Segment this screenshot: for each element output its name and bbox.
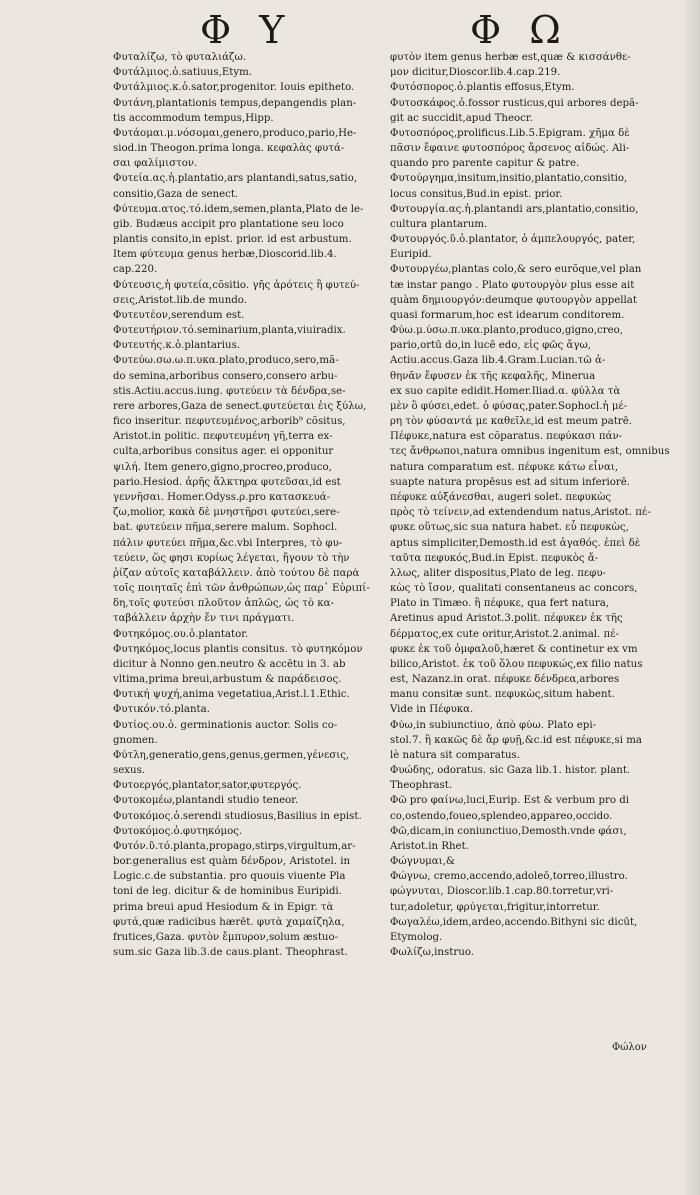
text-line: ῥίζαν αὐτοῖς καταβάλλειν. ἀπὸ τούτου δὲ παρὰ	[113, 567, 360, 579]
text-line: Φύω.μ.ύσω.π.υκα.planto,produco,gigno,creo,	[390, 325, 624, 337]
left-column	[113, 50, 398, 960]
text-line: Φυτάομαι.μ.νόσομαι,genero,produco,pario,He-	[113, 127, 357, 139]
text-line: Euripid.	[390, 249, 432, 261]
text-line: τοῖς ποιηταῖς ἐπὶ τῶν ἀνθρώπων,ὡς παρ᾽ Εὐριπί-	[113, 583, 370, 595]
text-line: vltima,prima breui,arbustum & παράδεισος.	[113, 674, 342, 686]
text-line: πέφυκε αὐξάνεσθαι, augeri solet. πεφυκὼς	[390, 491, 612, 503]
text-line: σεις,Aristot.lib.de mundo.	[113, 294, 248, 306]
text-line: do semina,arboribus consero,consero arbu-	[113, 370, 338, 382]
running-head-left: Φ Υ	[200, 8, 293, 52]
text-line: quàm δημιουργόν:deumque φυτουργὸν appellat	[390, 294, 637, 306]
text-line: tur,adoletur, φρύγεται,frigitur,intorretur.	[390, 901, 600, 913]
text-line: quando pro parente capitur & patre.	[390, 158, 580, 170]
text-line: Actiu.accus.Gaza lib.4.Gram.Lucian.τῶ ἀ-	[390, 355, 606, 367]
text-line: Φυτούργημα,insitum,insitio,plantatio,consitio,	[390, 173, 628, 185]
text-line: τεύειν, ὥς φησι κυρίως λέγεται, ἤγουν τὸ τὴν	[113, 552, 350, 564]
text-line: pario.Hesiod. ἀρῆς ἄλκτηρα φυτεῦσαι,id est	[113, 476, 341, 488]
text-line: ζω,molior, κακὰ δὲ μνηστῆρσι φυτεύει,sere-	[113, 507, 340, 519]
text-line: Φυταλίζω, τὸ φυταλιάζω.	[113, 52, 247, 63]
text-line: toni de leg. dicitur & de hominibus Euripidi.	[113, 886, 342, 898]
text-line: tis accommodum tempus,Hipp.	[113, 112, 274, 124]
text-line: τες ἄνθρωποι,natura omnibus ingenitum est, omnibus	[390, 446, 670, 458]
text-line: Φυτευτής.κ.ὁ.plantarius.	[113, 340, 241, 352]
text-line: Φώγνω, cremo,accendo,adoleō,torreo,illustro.	[390, 871, 628, 883]
text-line: πᾶσιν ἔφαινε φυτοσπόρος ἄρσενος αἰδώς. Ali-	[390, 143, 630, 155]
text-line: quasi formarum,hoc est idearum conditorem.	[390, 309, 625, 321]
text-line: Φυτεύω.σω.ω.π.υκα.plato,produco,sero,mã-	[113, 355, 339, 367]
text-line: sum.sic Gaza lib.3.de caus.plant. Theophrast.	[113, 947, 348, 959]
text-line: est, Nazanz.in orat. πέφυκε δένδρεα,arbores	[390, 674, 620, 686]
text-line: frutices,Gaza. φυτὸν ἔμπυρον,solum æstuo-	[113, 931, 339, 943]
text-line: Φυτοκόμος.ὁ.serendi studiosus,Basilius in epist.	[113, 810, 362, 822]
text-line: rere arbores,Gaza de senect.φυτεύεται ἐις ξύλω,	[113, 400, 367, 412]
text-line: Φυώδης, odoratus. sic Gaza lib.1. histor. plant.	[390, 765, 631, 777]
text-line: Etymolog.	[390, 931, 443, 943]
text-line: γεννῆσαι. Homer.Odyss.ρ.pro κατασκευά-	[113, 491, 331, 503]
text-line: Φύτευμα.ατος.τό.idem,semen,planta,Plato de le-	[113, 203, 364, 215]
text-line: ταῦτα πεφυκός,Bud.in Epist. πεφυκὸς ἄ-	[390, 552, 599, 564]
text-line: Φυτοσπόρος,prolificus.Lib.5.Epigram. χῆμα δὲ	[390, 127, 630, 139]
text-line: Φωγαλέω,idem,ardeo,accendo.Bithyni sic dicūt,	[390, 916, 638, 928]
text-line: Φυτάλμιος.κ.ὁ.sator,progenitor. Iouis epitheto.	[113, 82, 355, 94]
text-line: natura comparatum est. πέφυκε κάτω εἶναι,	[390, 461, 619, 473]
text-line: ρη τὸν φύσαντά με καθεῖλε,id est meum patrē.	[390, 416, 632, 428]
text-line: Logic.c.de substantia. pro quouis viuente Pla	[113, 871, 346, 883]
text-line: Aretinus apud Aristot.3.polit. πέφυκεν ἐκ τῆς	[390, 613, 623, 625]
text-line: Φυτικόν.τό.planta.	[113, 704, 210, 716]
text-line: Φυτοσκάφος.ὁ.fossor rusticus,qui arbores depã-	[390, 97, 639, 109]
text-line: Φυτοκόμος.ὁ.φυτηκόμος.	[113, 825, 243, 837]
text-line: Φυτοεργός,plantator,sator,φυτεργός.	[113, 780, 302, 792]
text-line: locus consitus,Bud.in epist. prior.	[390, 188, 563, 200]
text-line: culta,arboribus consitus ager. ei opponitur	[113, 446, 334, 458]
text-line: Aristot.in Rhet.	[390, 840, 469, 852]
text-line: Φύτλη,generatio,gens,genus,germen,γένεσις,	[113, 749, 350, 761]
text-line: σαι φαλίμιστον.	[113, 158, 198, 170]
text-line: stol.7. ἢ κακῶς δὲ ἄρ φυῇ,&c.id est πέφυκε,si ma	[390, 734, 642, 746]
text-line: bor.generalius est quàm δένδρον, Aristotel. in	[113, 856, 351, 868]
text-line: stis.Actiu.accus.iung. φυτεύειν τὰ δένδρα,se-	[113, 385, 346, 397]
page-edge-shadow	[682, 0, 700, 1195]
text-line: sexus.	[113, 765, 146, 777]
text-line: Φυτουργέω,plantas colo,& sero eurõque,vel plan	[390, 264, 642, 276]
text-line: Φύω,in subiunctiuo, ἀπὸ φύω. Plato epi-	[390, 719, 597, 731]
text-line: Φυτεία.ας.ἡ.plantatio,ars plantandi,satus,satio,	[113, 173, 358, 185]
text-line: gib. Budæus accipit pro plantatione seu loco	[113, 218, 344, 230]
text-line: Φύτευσις,ἡ φυτεία,cõsitio. γῆς ἀρότεις ἢ φυτεύ-	[113, 279, 360, 291]
text-line: Theophrast.	[390, 780, 453, 792]
text-line: δη,τοῖς φυτεύσι πλοῦτον ἀπλῶς, ὡς τὸ κα-	[113, 598, 334, 610]
text-line: δέρματος,ex cute oritur,Aristot.2.animal. πέ-	[390, 628, 619, 640]
text-line: Φυτευτέον,serendum est.	[113, 309, 245, 321]
text-line: gnomen.	[113, 734, 158, 746]
text-line: κὼς τὸ ἴσον, qualitati consentaneus ac concors,	[390, 583, 638, 595]
text-line: λλως, aliter dispositus,Plato de leg. πεφυ-	[390, 567, 606, 579]
text-line: plantis consito,in epist. prior. id est arbustum.	[113, 234, 352, 246]
text-line: μον dicitur,Dioscor.lib.4.cap.219.	[390, 67, 561, 79]
text-line: πάλιν φυτεύει πῆμα,&c.vbi Interpres, τὸ φυ-	[113, 537, 343, 549]
text-line: Φυτική ψυχή,anima vegetatiua,Arist.l.1.Ethic.	[113, 689, 350, 701]
running-head-right: Φ Ω	[470, 8, 569, 52]
text-line: Φυτίος.ου.ὁ. germinationis auctor. Solis co-	[113, 719, 338, 731]
text-line: cap.220.	[113, 264, 158, 276]
text-line: Item φύτευμα genus herbæ,Dioscorid.lib.4.	[113, 249, 337, 261]
text-line: Φυτόν.ῦ.τό.planta,propago,stirps,virgultum,ar-	[113, 840, 356, 852]
text-line: μὲν ὃ φύσει,edet. ὁ φύσας,pater.Sophocl.ἡ μέ-	[390, 400, 628, 412]
text-line: Φυτόσπορος.ὁ.plantis effosus,Etym.	[390, 82, 575, 94]
text-line: co,ostendo,foueo,splendeo,appareo,occido.	[390, 810, 613, 822]
text-line: aptus simpliciter,Demosth.id est ἀγαθός. ἐπεὶ δὲ	[390, 537, 641, 549]
text-line: Φωλίζω,instruo.	[390, 947, 474, 959]
text-line: lè natura sit comparatus.	[390, 749, 520, 761]
text-line: φώγνυται, Dioscor.lib.1.cap.80.torretur,vri-	[390, 886, 614, 898]
text-line: ψιλή. Item genero,gigno,procreo,produco,	[113, 461, 332, 473]
text-line: bilico,Aristot. ἐκ τοῦ ὅλου πεφυκώς,ex filio natus	[390, 658, 643, 670]
text-line: tæ instar pango . Plato φυτουργὸν plus esse ait	[390, 279, 635, 291]
text-line: ex suo capite edidit.Homer.Iliad.α. φύλλα τὰ	[390, 385, 621, 397]
text-line: Φώγνυμαι,&	[390, 856, 455, 868]
text-line: ταβάλλειν ἀρχὴν ἔν τινι πράγματι.	[113, 613, 295, 625]
text-line: Φυτευτήριον.τό.seminarium,planta,viuiradix.	[113, 325, 346, 337]
text-line: Φυτηκόμος.ου.ὁ.plantator.	[113, 628, 249, 640]
catchword: Φώλον	[612, 1042, 647, 1053]
text-line: manu consitæ sunt. πεφυκὼς,situm habent.	[390, 689, 615, 701]
text-line: Aristot.in politic. πεφυτευμένη γῆ,terra ex-	[113, 431, 333, 443]
text-line: consitio,Gaza de senect.	[113, 188, 239, 200]
text-line: Φυτουργία.ας.ἡ.plantandi ars,plantatio,consitio,	[390, 203, 639, 215]
text-line: Φυτουργός.ῦ.ὁ.plantator, ὁ ἀμπελουργός, pater,	[390, 234, 636, 246]
text-line: Φυτάνη,plantationis tempus,depangendis plan-	[113, 97, 357, 109]
text-line: φυτὸν item genus herbæ est,quæ & κισσάνθε-	[390, 52, 631, 63]
text-line: πρὸς τὸ τείνειν,ad extendendum natus,Aristot. πέ-	[390, 507, 651, 519]
right-column	[390, 50, 673, 960]
text-line: pario,ortū do,in lucē edo, εἰς φῶς ἄγω,	[390, 340, 592, 352]
text-line: dicitur à Nonno gen.neutro & accētu in 3. ab	[113, 658, 346, 670]
text-line: bat. φυτεύειν πῆμα,serere malum. Sophocl.	[113, 522, 338, 534]
text-line: Plato in Timæo. ἣ πέφυκε, qua fert natura,	[390, 598, 610, 610]
text-line: θηνᾶν ἔφυσεν ἐκ τῆς κεφαλῆς, Minerua	[390, 370, 596, 382]
text-line: Φυτηκόμος,locus plantis consitus. τὸ φυτηκόμον	[113, 643, 363, 655]
text-line: cultura plantarum.	[390, 218, 488, 230]
text-line: Vide in Πέφυκα.	[390, 704, 474, 716]
text-line: Πέφυκε,natura est cõparatus. πεφύκασι πάν-	[390, 431, 623, 443]
text-line: Φῶ pro φαίνω,luci,Eurip. Est & verbum pro di	[390, 795, 630, 807]
text-line: fico inseritur. πεφυτευμένος,arborib⁹ cõsitus,	[113, 416, 346, 428]
text-line: φυκε οὕτως,sic sua natura habet. εὖ πεφυκὼς,	[390, 522, 629, 534]
text-line: φυτά,quæ radicibus hærēt. φυτὰ χαμαίζηλα,	[113, 916, 345, 928]
text-line: Φυτοκομέω,plantandi studio teneor.	[113, 795, 299, 807]
text-line: prima breui apud Hesiodum & in Epigr. τὰ	[113, 901, 334, 913]
text-line: Φυτάλμιος.ὁ.satiuus,Etym.	[113, 67, 253, 79]
text-line: Φῶ,dicam,in coniunctiuo,Demosth.vnde φάσι,	[390, 825, 627, 837]
text-line: git ac succidit,apud Theocr.	[390, 112, 533, 124]
text-line: suapte natura propēsus est ad situm inferiorē.	[390, 476, 631, 488]
text-line: φυκε ἐκ τοῦ ὀμφαλοῦ,hæret & continetur ex vm	[390, 643, 638, 655]
text-line: siod.in Theogon.prima longa. κεφαλὰς φυτά-	[113, 143, 345, 155]
